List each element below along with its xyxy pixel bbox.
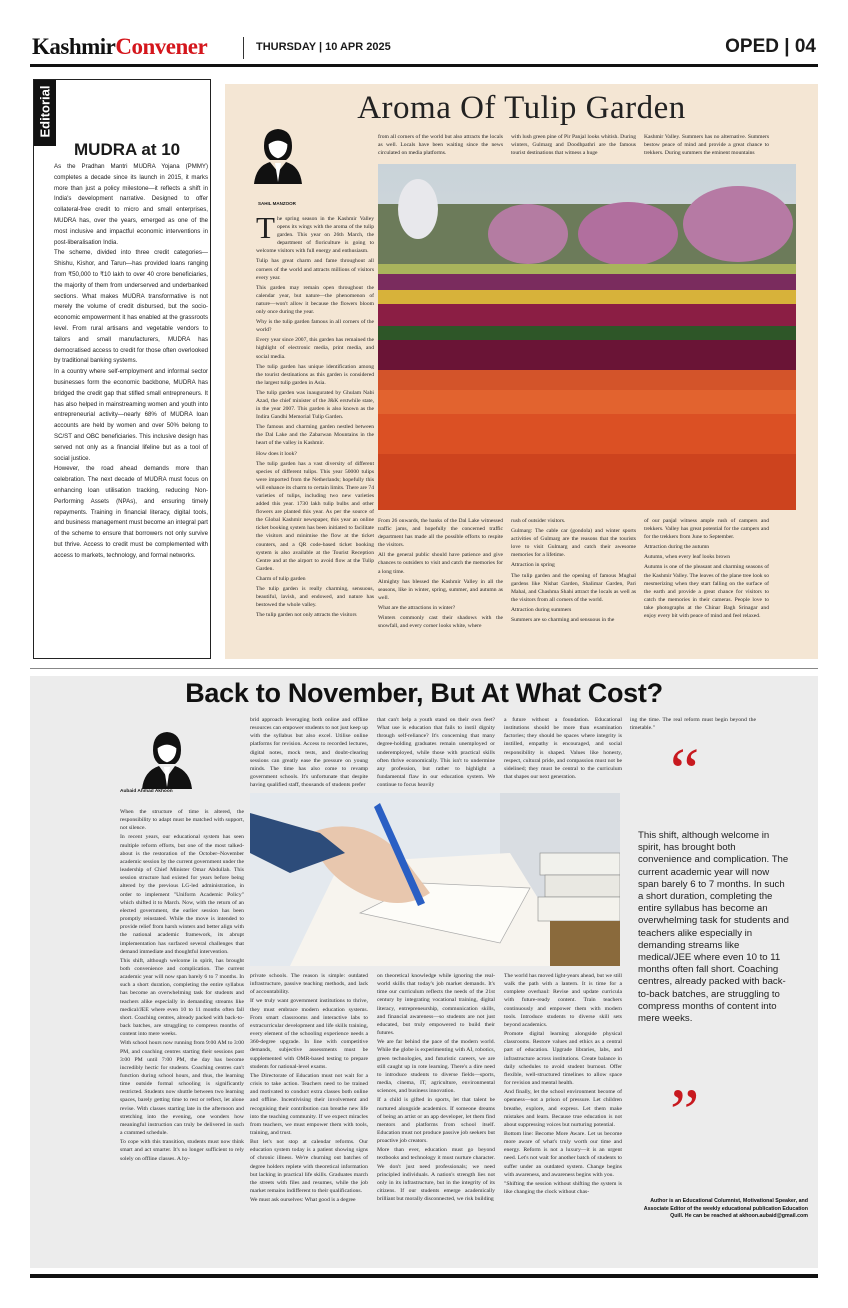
tulip-column-2-top: from all corners of the world but also attracts the locals as well. Locals have been waiting since the news circulated on media platforms. <box>378 134 503 157</box>
page-bottom-rule <box>30 1274 818 1278</box>
author-bio: Author is an Educational Columnist, Motivational Speaker, and Associate Editor of the weekly educational publication Education Quill. He can be reached at akhoon.aubaid@gmail.com <box>643 1198 808 1220</box>
education-column-3-top: that can't help a youth stand on their own feet? What use is education that fails to instil dignity through self-reliance? It's concerning that many degree-holding graduates remain unemployed or underemployed, while those with practical skills often thrive economically. This isn't to undermine any profession, but rather to highlight a fundamental flaw in our education system. We continue to focus heavily <box>377 717 495 789</box>
education-column-1: When the structure of time is altered, the responsibility to adapt must be matched with support, not silence. In recent years, our educational system has seen multiple reform efforts, but one of the most talked-about is the restoration of the October–November academic session by the current government under the leadership of Chief Minister Omar Abdullah. This session structure had existed for years before being altered by the previous LG-led administration, in order to implement "Uniform Academic Policy" which shifted it to March. Now, with the return of an elected government, the earlier session has been promptly reinstated. While the move is intended to provide relief from harsh winters and better align with the national academic framework, its abrupt implementation has surfaced several challenges that demand immediate and thoughtful intervention. This shift, although welcome in spirit, has brought both convenience and complication. The current academic year will now span barely 6 to 7 months. In such a short duration, completing the entire syllabus has become an overwhelming task for students and teachers alike especially in demanding streams like medical/JEE where even 10 to 11 months often fall short. Coaching centres, already packed with back-to-back batches, are struggling to compress months of content into mere weeks. With school hours now running from 9:00 AM to 3:00 PM, and coaching centres starting their sessions past 3:00 PM until 7:00 PM, the day has become incredibly hectic for students. Coaching centres can't function during school hours, and thus, the learning time outside formal schooling is significantly restricted. Students now shuttle between two learning spaces, barely getting time to rest or reflect, let alone revise. With classes starting late in the afternoon and stretching into the evening, one wonders how meaningful instruction can truly be delivered in such a crammed schedule. To cope with this transition, students must now think smart and act smarter. It's no longer sufficient to rely solely on offline classes. A hy- <box>120 809 244 1162</box>
tulip-column-1: The spring season in the Kashmir Valley opens its wings with the aroma of the tulip garden. This year on 26th March, the department of floriculture is going to welcome visitors with full energy and enthusiasm. Tulip has great charm and fame throughout all corners of the world and attracts millions of visitors every year. This garden may remain open throughout the calendar year, but nature—the phenomenon of nature—won't allow it because the flowers bloom only once during the year. Why is the tulip garden famous in all corners of the world? Every year since 2007, this garden has remained the highlight of electronic media, print media, and social media. The tulip garden has unique identification among the tourist destinations as this garden is considered the largest tulip garden in Asia. The tulip garden was inaugurated by Ghulam Nabi Azad, the chief minister of the J&K erstwhile state, in the year 2007. This garden is also known as the Indira Gandhi Memorial Tulip Garden. The famous and charming garden nestled between the Dal Lake and the Zabarwan Mountains in the heart of the valley in Kashmir. How does it look? The tulip garden has a vast diversity of different species of different tulips. This year 50000 tulips were imported from the Netherlands; hopefully this will enhance its charm to certain limits. There are 74 varieties of tulips, including two new varieties added this year. 1730 lakh tulip bulbs and other flowers are planted this year. As per the source of the Global Kashmir newspaper, this year an online ticket booking system has been initiated to facilitate the visitors and minimise the flow at the ticket counters, and a QR code-based ticket booking system is also available at the Tourist Reception Centre and at the airport to avoid flow at the Tulip Garden. Charm of tulip garden The tulip garden is really charming, sensuous, beautiful, lavish, and endowed, and nature has bestowed the whole valley. The tulip garden not only attracts the visitors <box>256 210 374 619</box>
tulip-garden-photo <box>378 164 796 510</box>
editorial-paragraph: As the Pradhan Mantri MUDRA Yojana (PMMY) completes a decade since its launch in 2015, it marks more than just a policy milestone—it reflects a shift in India's development narrative. Designed to offer collateral-free credit to micro and small enterprises, MUDRA has, over the years, emerged as one of the most inclusive and impactful economic interventions in post-liberalisation India. <box>54 163 208 246</box>
education-column-3: on theoretical knowledge while ignoring the real-world skills that today's job market demands. It's time our curriculum reflects the needs of the 21st century by integrating vocational training, digital literacy, entrepreneurship, communication skills, and financial awareness—so students are not just educated, but truly empowered to build their futures. We are far behind the pace of the modern world. While the globe is experimenting with AI, robotics, green technologies, and futuristic careers, we are still caught up in rote learning. There's a dire need to introduce students to diverse fields—sports, media, cinema, IT, agriculture, environmental sciences, and business innovation. If a child is gifted in sports, let that talent be nurtured alongside academics. If someone dreams of being an artist or an app developer, let them find mentors and platforms from school itself. Education must not produce passive job seekers but proactive job creators. More than ever, education must go beyond textbooks and technology it must nurture character. We don't just need professionals; we need principled individuals. A nation's strength lies not only in its infrastructure, but in the integrity of its citizens. If our students emerge academically brilliant but morally disconnected, we risk building <box>377 973 495 1203</box>
masthead-rule <box>30 64 818 67</box>
education-article-headline: Back to November, But At What Cost? <box>185 678 663 708</box>
quote-close-icon: ” <box>670 1076 700 1149</box>
columnist-portrait-icon <box>138 725 196 789</box>
section-page-label: OPED | 04 <box>725 36 816 57</box>
author-portrait-icon <box>250 122 306 184</box>
editorial-paragraph: The scheme, divided into three credit categories—Shishu, Kishor, and Tarun—has provided loans ranging from ₹50,000 to ₹10 lakh to over 40 crore beneficiaries, the majority of them from underserved and underbanked sections. What makes MUDRA transformative is not merely the volume of credit disbursed, but the socio-economic empowerment it has enabled at the grassroots level. From rural artisans and vegetable vendors to tailors and small manufacturers, MUDRA has democratised access to credit for those often overlooked by traditional banking systems. <box>54 249 208 365</box>
article-divider <box>30 668 818 669</box>
issue-date: THURSDAY | 10 APR 2025 <box>256 41 391 53</box>
drop-cap: T <box>256 210 275 245</box>
tulip-column-2-bottom: From 26 onwards, the banks of the Dal Lake witnessed traffic jams, and hopefully the concerned traffic department has made all the possible efforts to respite the visitors. All the general public should have patience and give chances to outsiders to visit and catch the memories for a long time. Almighty has blessed the Kashmir Valley in all the seasons, like in winter, spring, summer, and autumn as well. What are the attractions in winter? Winters commonly cast their shadows with the snowfall, and every corner looks white, where <box>378 518 503 630</box>
pull-quote: This shift, although welcome in spirit, has brought both convenience and complication. The current academic year will now span barely 6 to 7 months. In such a short duration, completing the entire syllabus has become an overwhelming task for students and teachers alike especially in demanding streams like medical/JEE where even 10 to 11 months often fall short. Coaching centres, already packed with back-to-back batches, are struggling to compress months of content into mere weeks. <box>638 830 789 1025</box>
tulip-column-4-top: Kashmir Valley. Summers has no alternative. Summers bestow peace of mind and provide a great chance to trekkers. During summers the eminent mountains <box>644 134 769 157</box>
editorial-tag: Editorial <box>34 80 56 146</box>
newspaper-logo[interactable]: KashmirConvener <box>32 34 208 59</box>
education-column-5-top: ing the time. The real reform must begin beyond the timetable." <box>630 717 756 732</box>
quote-open-icon: “ <box>670 735 700 808</box>
education-byline: Aubaid Ahmad Akhoon <box>120 789 173 794</box>
education-column-2-top: brid approach leveraging both online and offline resources can empower students to not just keep up with the syllabus but also excel. Utilise online platforms for revision. Access to recorded lectures, digital notes, mock tests, and doubt-clearing sessions can greatly ease the pressure on young minds. The time has also come to revamp government schools. It's unfortunate that despite having qualified staff, thousands of students prefer <box>250 717 368 789</box>
education-column-4-top: a future without a foundation. Educational institutions should be more than examination factories; they should be spaces where integrity is instilled, empathy is encouraged, and social responsibility is shaped. Values like honesty, respect, cultural pride, and compassion must not be sidelined; they must be central to the curriculum that shapes our next generation. <box>504 717 622 781</box>
editorial-paragraph: However, the road ahead demands more than celebration. The next decade of MUDRA must focus on enhancing loan utilisation tracking, reducing Non-Performing Assets (NPAs), and ensuring timely repayments. Training in financial literacy, digital tools, and business management must become an integral part of the scheme to ensure that borrowers not only survive but thrive. Access to credit must be complemented with access to markets, technology, and formal networks. <box>54 465 208 559</box>
writing-books-photo <box>250 793 620 966</box>
education-column-2: private schools. The reason is simple: outdated infrastructure, passive teaching methods, and lack of accountability. If we truly want government institutions to thrive, they must embrace modern education systems. From smart classrooms and interactive labs to extracurricular development and life skills training, every element of the schooling experience needs a 360-degree upgrade. In line with competitive demands, subjective assessments must be supplemented with OMR-based testing to prepare students for national-level exams. The Directorate of Education must not wait for a crisis to take action. Teachers need to be trained and motivated to conduct extra classes both online and offline. Incentivising their involvement and recognising their contribution can breathe new life into the teaching community. If we expect miracles from teachers, we must empower them with tools, training, and trust. But let's not stop at calendar reforms. Our education system today is a patient showing signs of chronic illness. We're churning out batches of degree holders replete with theoretical information but lacking in practical life skills. Graduates march the streets with files and resumes, while the job market remains indifferent to their qualifications. We must ask ourselves: What good is a degree <box>250 973 368 1204</box>
editorial-box <box>33 79 211 659</box>
tulip-byline: SAHIL MANZOOR <box>258 201 296 206</box>
masthead <box>30 34 818 64</box>
tulip-column-3-bottom: rush of outsider visitors. Gulmarg: The cable car (gondola) and winter sports activities of Gulmarg are the reasons that the tourists love to visit Gulmarg and catch their awesome memories for a lifetime. Attraction in spring The tulip garden and the opening of famous Mughal gardens like Nishat Garden, Shalimar Garden, Pari Mahal, and Chashma Shahi attract the locals as well as the visitors from all corners of the world. Attraction during summers Summers are so charming and sensuous in the <box>511 518 636 624</box>
editorial-title: MUDRA at 10 <box>74 140 181 159</box>
education-column-4: The world has moved light-years ahead, but we still walk the path with a lantern. It is time for a complete overhaul: Revise and update curricula with future-ready content. Train teachers continuously and empower them with modern tools. Introduce students to diverse skill sets beyond academics. Promote digital learning alongside physical classrooms. Restore values and ethics as a central part of education. Upgrade libraries, labs, and infrastructure across institutions. Create balance in daily schedules to avoid student burnout. Offer flexible, well-structured timelines to allow space for revision and mental health. And finally, let the school environment become of openness—not a prison of pressure. Let children breathe, explore, and express. Let them make mistakes and learn. Because true education is not about suppressing voices but nurturing potential. Bottom line: Become More Aware. Let us become more aware of what's truly worth our time and energy. Reform is not a luxury—it is an urgent need. Let's not wait for another batch of students to suffer under an outdated system. Change begins with awareness, and awareness begins with you. "Shifting the session without shifting the system is like changing the clock without chas- <box>504 973 622 1196</box>
tulip-column-3-top: with lush green pine of Pir Panjal looks whitish. During winters, Gulmarg and Doodhpathri are the famous tourist destinations that witness a huge <box>511 134 636 157</box>
tulip-article-headline: Aroma Of Tulip Garden <box>357 90 686 126</box>
editorial-body <box>54 162 208 561</box>
tulip-column-4-bottom: of our panjal witness ample rush of campers and trekkers. Valley has great potential for the campers and for the trekkers from June to September. Attraction during the autumn Autumn, when every leaf looks brown Autumn is one of the pleasant and charming seasons of the Kashmir Valley. The leaves of the plane tree look so mesmerizing when they start falling on the surface of the earth and provide a great chance for visitors to catch the memories in their cameras. People love to take photographs at the Chinar Bagh Srinagar and enjoy every bit with peace of mind and feel relaxed. <box>644 518 769 620</box>
editorial-paragraph: In a country where self-employment and informal sector businesses form the economic backbone, MUDRA has bridged the credit gap that stifled small entrepreneurs. It has also helped in mainstreaming women and youth into entrepreneurial activity—nearly 68% of MUDRA loan accounts are held by women and over 50% belong to SC/ST and OBC beneficiaries. This inclusive design has served not only as a financial lifeline but as a tool of social justice. <box>54 368 208 462</box>
masthead-divider <box>243 37 244 59</box>
